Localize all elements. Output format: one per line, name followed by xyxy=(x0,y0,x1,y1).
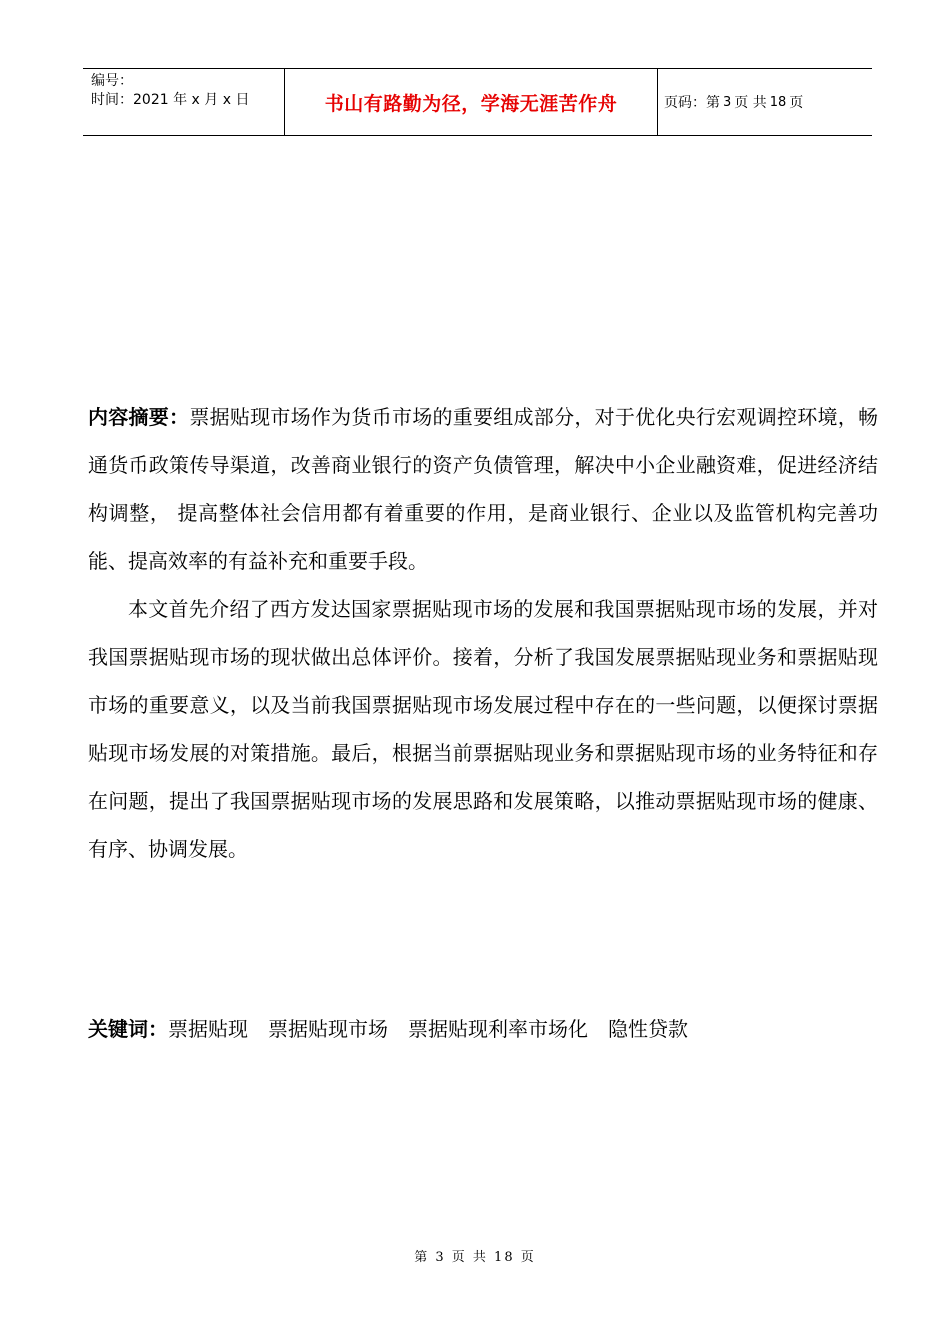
page-current: 3 xyxy=(723,94,732,110)
keywords-section xyxy=(88,1005,878,1053)
abstract-text-1: 票据贴现市场作为货币市场的重要组成部分，对于优化央行宏观调控环境，畅通货币政策传导渠道，改善商业银行的资产负债管理，解决中小企业融资难，促进经济结构调整， 提高整体社会信用都有着重要的作用，是商业银行、企业以及监管机构完善功能、提高效率的有益补充和重要手段。 xyxy=(88,405,879,573)
keywords-label: 关键词： xyxy=(88,1017,168,1041)
page-suffix: 页 xyxy=(789,95,804,111)
keyword-item: 票据贴现 xyxy=(168,1017,248,1041)
page-mid: 页 共 xyxy=(734,95,767,111)
keyword-item: 票据贴现利率市场化 xyxy=(408,1017,588,1041)
page-total: 18 xyxy=(769,94,787,110)
keyword-item: 隐性贷款 xyxy=(608,1017,688,1041)
abstract-label: 内容摘要： xyxy=(88,405,190,429)
abstract-paragraph-1 xyxy=(88,393,878,585)
abstract-section xyxy=(88,393,878,873)
header-time-label: 时间：2021 年 x 月 x 日 xyxy=(91,92,250,108)
header-page-info xyxy=(658,69,872,135)
abstract-paragraph-2: 本文首先介绍了西方发达国家票据贴现市场的发展和我国票据贴现市场的发展，并对我国票据贴现市场的现状做出总体评价。接着，分析了我国发展票据贴现业务和票据贴现市场的重要意义，以及当前我国票据贴现市场发展过程中存在的一些问题，以便探讨票据贴现市场发展的对策措施。最后，根据当前票据贴现业务和票据贴现市场的业务特征和存在问题，提出了我国票据贴现市场的发展思路和发展策略，以推动票据贴现市场的健康、有序、协调发展。 xyxy=(88,597,878,861)
page-footer: 第 3 页 共 18 页 xyxy=(414,1250,536,1265)
keyword-item: 票据贴现市场 xyxy=(268,1017,388,1041)
header-meta xyxy=(83,69,284,135)
page-prefix: 页码：第 xyxy=(664,95,720,111)
page-header xyxy=(83,68,872,136)
header-number-label: 编号： xyxy=(91,73,133,89)
header-motto: 书山有路勤为径，学海无涯苦作舟 xyxy=(284,69,658,135)
